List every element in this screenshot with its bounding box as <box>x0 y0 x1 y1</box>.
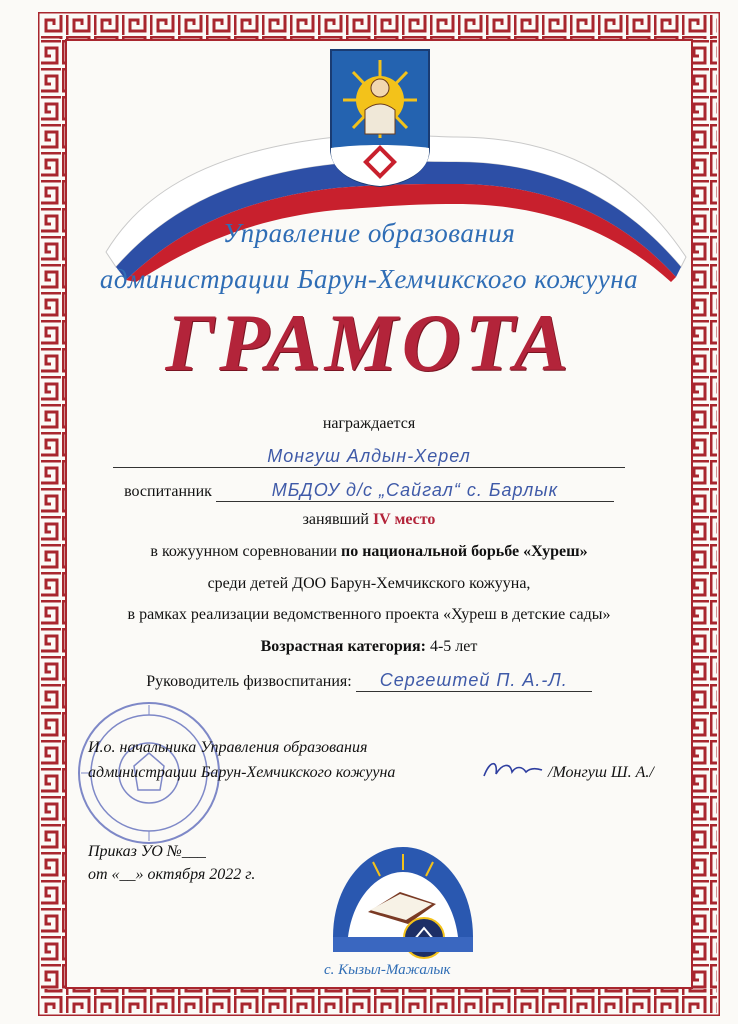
age-label: Возрастная категория: <box>260 638 426 655</box>
place-label: занявший <box>302 511 369 528</box>
signature-scribble-icon <box>480 756 546 784</box>
signatory-position-line2: администрации Барун-Хемчикского кожууна <box>88 764 396 781</box>
coach-label: Руководитель физвоспитания: <box>146 673 352 690</box>
signatory-position-line1: И.о. начальника Управления образования <box>88 739 368 756</box>
age-value: 4-5 лет <box>429 638 478 655</box>
competition-name: по национальной борьбе «Хуреш» <box>340 543 588 560</box>
certificate-title: ГРАМОТА <box>165 297 573 388</box>
coach-name: Сергештей П. А.-Л. <box>356 670 592 692</box>
pupil-label: воспитанник <box>124 483 212 500</box>
order-number: Приказ УО №___ <box>88 843 206 860</box>
school-name: МБДОУ д/с „Сайгал“ с. Барлык <box>216 480 614 502</box>
signer-name: /Монгуш Ш. А./ <box>548 764 654 781</box>
recipient-name: Монгуш Алдын-Херел <box>113 446 625 468</box>
org-name-line1: Управление образования <box>222 218 516 248</box>
coat-of-arms-icon <box>329 48 431 188</box>
emblem-caption: с. Кызыл-Мажалык <box>324 962 451 978</box>
among-line: среди детей ДОО Барун-Хемчикского кожууна, <box>207 575 531 592</box>
order-date: от «__» октября 2022 г. <box>88 866 256 883</box>
org-name-line2: администрации Барун-Хемчикского кожууна <box>99 264 639 294</box>
project-line: в рамках реализации ведомственного проекта «Хуреш в детские сады» <box>127 606 611 623</box>
awarded-label: награждается <box>322 415 416 432</box>
district-emblem-icon <box>328 842 478 972</box>
competition-prefix: в кожуунном соревновании <box>150 543 337 560</box>
place-value: IV место <box>372 511 436 528</box>
